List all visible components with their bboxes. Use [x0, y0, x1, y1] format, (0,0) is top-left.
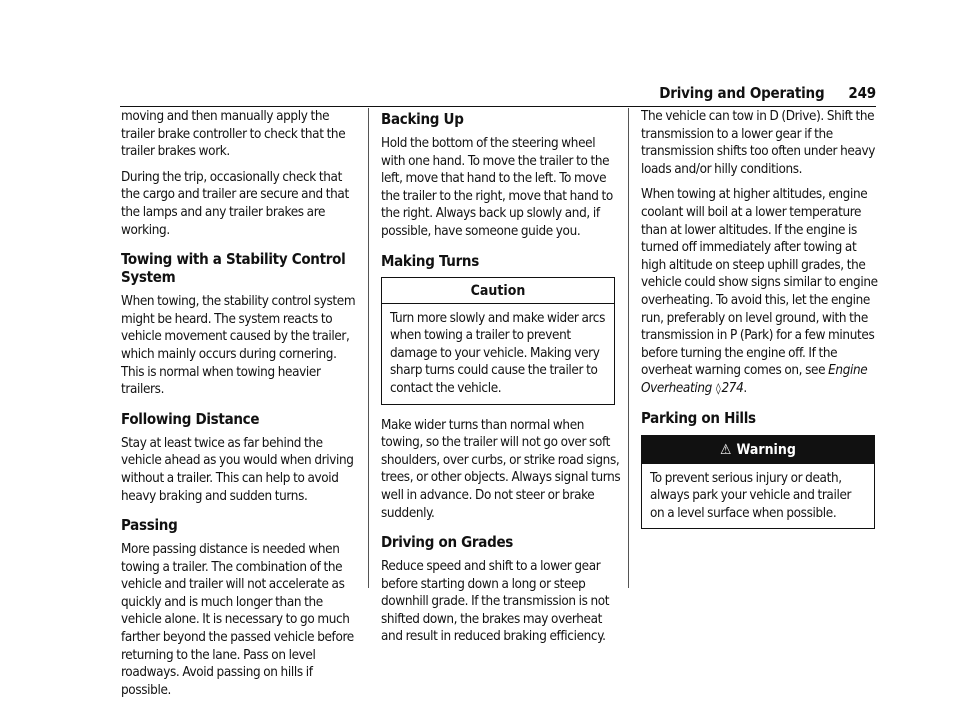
heading-stability-control: Towing with a Stability Control System: [121, 250, 346, 287]
paragraph: The vehicle can tow in D (Drive). Shift the transmission to a lower gear if the transmission shifts too often under heavy loads and/or hilly conditions.: [641, 109, 876, 177]
heading-following-distance: Following Distance: [121, 409, 260, 428]
xref-engine-overheating[interactable]: Engine Overheating: [641, 363, 868, 396]
page-ref-icon: ◊: [715, 381, 721, 395]
column-3: [641, 108, 881, 529]
section-title: Driving and Operating: [659, 84, 825, 102]
paragraph: moving and then manually apply the trailer brake controller to check that the trailer brakes work.: [121, 109, 346, 160]
paragraph: Reduce speed and shift to a lower gear before starting down a long or steep downhill grade. If the transmission is not shifted down, the brakes may overheat and result in reduced braking efficiency.: [381, 559, 610, 645]
column-divider: [368, 108, 369, 588]
warning-box: [641, 435, 875, 530]
caution-title: Caution: [382, 278, 614, 304]
page-number: 249: [848, 84, 876, 102]
paragraph-text: When towing at higher altitudes, engine coolant will boil at a lower temperature than at lower altitudes. If the engine is turned off immediately after towing at high altitude on steep uphill grades, the vehicle could show signs similar to engine overheating. To avoid this, let the engine run, preferably on level ground, with the transmission in P (Park) for a few minutes before turning the engine off. If the overheat warning comes on, see: [641, 187, 878, 379]
page-header: [659, 84, 876, 102]
warning-text: To prevent serious injury or death, always park your vehicle and trailer on a level surface when possible.: [650, 470, 852, 521]
heading-backing-up: Backing Up: [381, 110, 464, 128]
xref-page-number[interactable]: 274: [721, 380, 744, 396]
warning-title: Warning: [736, 441, 796, 458]
paragraph: During the trip, occasionally check that the cargo and trailer are secure and that the lamps and any trailer brakes are working.: [121, 169, 349, 238]
paragraph-end: .: [743, 380, 747, 396]
caution-box: [381, 277, 615, 405]
paragraph: Hold the bottom of the steering wheel with one hand. To move the trailer to the left, move that hand to the left. To move the trailer to the right, move that hand to the right. Always back up slowly and, if possible, have someone guide you.: [381, 136, 613, 239]
column-divider: [628, 108, 629, 588]
column-2: [381, 108, 621, 654]
warning-triangle-icon: ⚠: [720, 441, 732, 458]
caution-text: Turn more slowly and make wider arcs when towing a trailer to prevent damage to your vehicle. Making very sharp turns could cause the trailer to contact the vehicle.: [390, 310, 606, 396]
heading-parking-on-hills: Parking on Hills: [641, 408, 756, 427]
heading-making-turns: Making Turns: [381, 251, 479, 270]
heading-passing: Passing: [121, 516, 178, 535]
heading-driving-on-grades: Driving on Grades: [381, 533, 514, 552]
header-rule: [120, 106, 876, 107]
paragraph-overheating: [641, 186, 881, 397]
paragraph: More passing distance is needed when towing a trailer. The combination of the vehicle and trailer will not accelerate as quickly and is much longer than the vehicle alone. It is necessary to go much farther beyond the passed vehicle before returning to the lane. Pass on level roadways. Avoid passing on hills if possible.: [121, 542, 354, 698]
paragraph: Stay at least twice as far behind the vehicle ahead as you would when driving without a trailer. This can help to avoid heavy braking and sudden turns.: [121, 435, 354, 504]
warning-title-bar: [642, 436, 874, 464]
paragraph: When towing, the stability control system might be heard. The system reacts to vehicle movement caused by the trailer, which mainly occurs during cornering. This is normal when towing heavier trailers.: [121, 294, 356, 398]
column-1: [121, 108, 361, 707]
paragraph: Make wider turns than normal when towing, so the trailer will not go over soft shoulders, over curbs, or strike road signs, trees, or other objects. Always signal turns well in advance. Do not steer or brake suddenly.: [381, 417, 621, 521]
